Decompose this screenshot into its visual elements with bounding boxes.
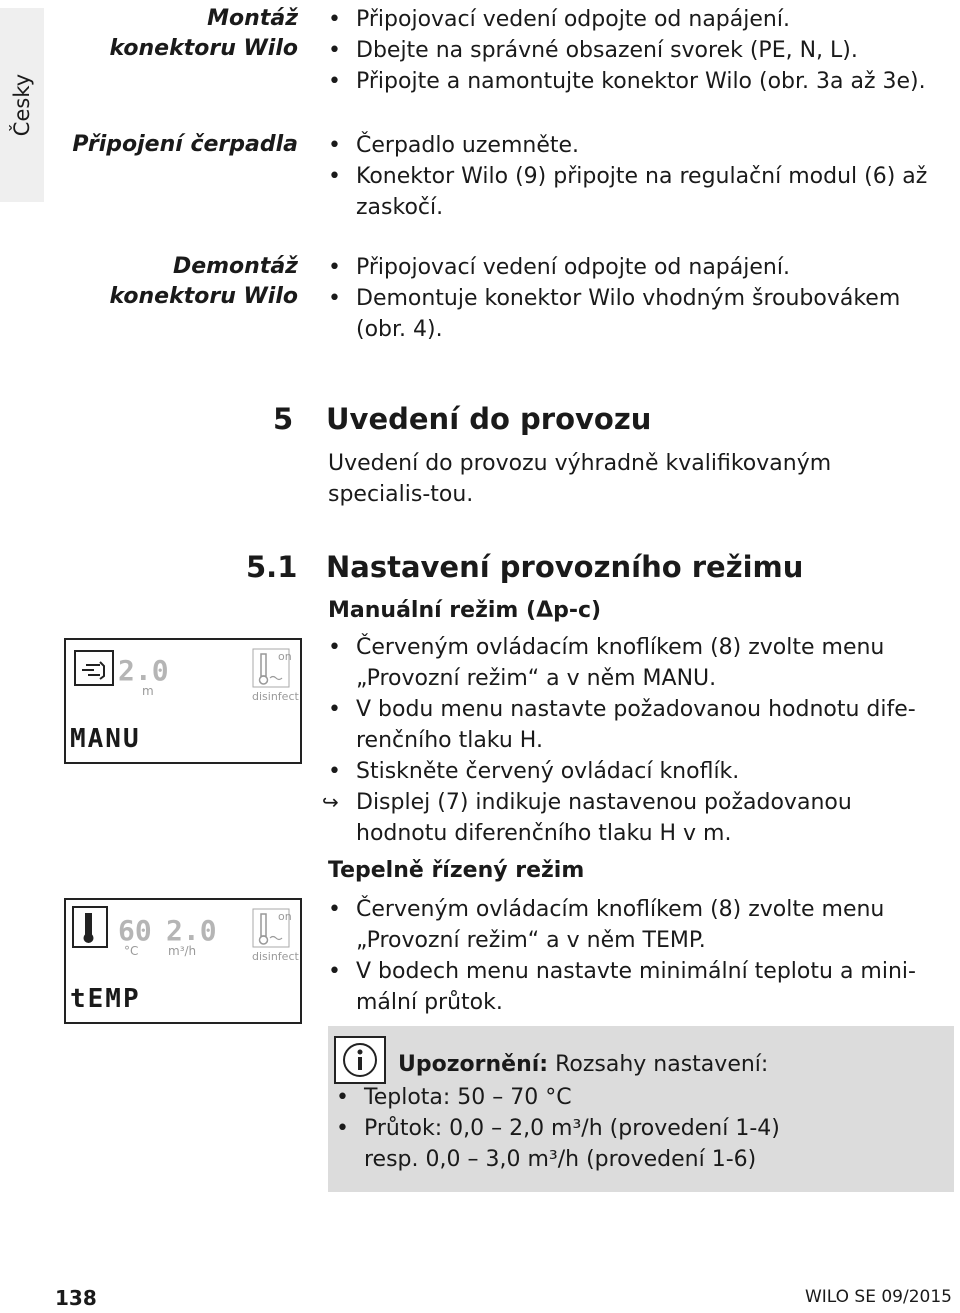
chapter-number: 5 bbox=[273, 402, 294, 436]
pump-side-label: Připojení čerpadla bbox=[72, 132, 298, 157]
mount-side-label: Montáž konektoru Wilo bbox=[109, 6, 298, 61]
display-temp bbox=[64, 898, 302, 1024]
page-number: 138 bbox=[55, 1286, 97, 1310]
dismount-list bbox=[328, 252, 938, 345]
section-number: 5.1 bbox=[246, 550, 298, 584]
mode-label: MANU bbox=[70, 724, 141, 754]
list-item: • Stiskněte červený ovládací knoflík. bbox=[328, 756, 938, 787]
chapter-title: Uvedení do provozu bbox=[326, 402, 652, 436]
list-item: • Čerpadlo uzemněte. bbox=[328, 130, 938, 161]
on-label: on bbox=[278, 650, 292, 663]
notice-label: Upozornění: bbox=[398, 1052, 549, 1077]
notice-box bbox=[328, 1026, 954, 1192]
on-label: on bbox=[278, 910, 292, 923]
list-item: • Červeným ovládacím knoflíkem (8) zvolte menu „Provozní režim“ a v něm TEMP. bbox=[328, 894, 938, 956]
temp-list bbox=[328, 894, 938, 1018]
display-value-flow: 2.0 bbox=[166, 914, 217, 947]
display-unit-flow: m³/h bbox=[168, 944, 197, 958]
disinfect-label: disinfect bbox=[252, 950, 299, 963]
list-item: • Průtok: 0,0 – 2,0 m³/h (provedení 1-4) resp. 0,0 – 3,0 m³/h (provedení 1-6) bbox=[336, 1113, 834, 1175]
language-tab: Česky bbox=[0, 8, 44, 202]
chapter-intro: Uvedení do provozu výhradně kvalifikovaným specialis-tou. bbox=[328, 451, 832, 507]
section-title: Nastavení provozního režimu bbox=[326, 550, 804, 584]
list-item: • V bodu menu nastavte požadovanou hodnotu dife-renčního tlaku H. bbox=[328, 694, 938, 756]
result-item: ↪ Displej (7) indikuje nastavenou požadovanou hodnotu diferenčního tlaku H v m. bbox=[328, 787, 938, 849]
notice-text: Rozsahy nastavení: bbox=[555, 1052, 769, 1077]
list-item: • Demontuje konektor Wilo vhodným šroubovákem (obr. 4). bbox=[328, 283, 938, 345]
notice-list bbox=[336, 1082, 834, 1175]
list-item: • Připojovací vedení odpojte od napájení. bbox=[328, 4, 938, 35]
list-item: • Konektor Wilo (9) připojte na regulační modul (6) až zaskočí. bbox=[328, 161, 938, 223]
info-icon bbox=[334, 1036, 386, 1084]
list-item: • Připojte a namontujte konektor Wilo (obr. 3a až 3e). bbox=[328, 66, 938, 97]
manual-list bbox=[328, 632, 938, 849]
list-item: • Červeným ovládacím knoflíkem (8) zvolte menu „Provozní režim“ a v něm MANU. bbox=[328, 632, 938, 694]
list-item: • Připojovací vedení odpojte od napájení. bbox=[328, 252, 938, 283]
manual-heading: Manuální režim (Δp-c) bbox=[328, 598, 602, 623]
disinfect-label: disinfect bbox=[252, 690, 299, 703]
pump-list bbox=[328, 130, 938, 223]
hand-icon bbox=[74, 650, 114, 686]
list-item: • Teplota: 50 – 70 °C bbox=[336, 1082, 834, 1113]
temp-heading: Tepelně řízený režim bbox=[328, 858, 585, 883]
display-value-temperature: 60 bbox=[118, 914, 152, 947]
display-unit: m bbox=[142, 684, 154, 698]
mount-list bbox=[328, 4, 938, 97]
list-item: • Dbejte na správné obsazení svorek (PE, N, L). bbox=[328, 35, 938, 66]
list-item: • V bodech menu nastavte minimální teplotu a mini-mální průtok. bbox=[328, 956, 938, 1018]
mode-label: tEMP bbox=[70, 984, 141, 1014]
footer-company: WILO SE 09/2015 bbox=[804, 1287, 952, 1307]
dismount-side-label: Demontáž konektoru Wilo bbox=[109, 254, 298, 309]
display-unit-temperature: °C bbox=[124, 944, 139, 958]
thermometer-icon bbox=[72, 906, 108, 948]
display-value: 2.0 bbox=[118, 654, 169, 687]
display-manu bbox=[64, 638, 302, 764]
